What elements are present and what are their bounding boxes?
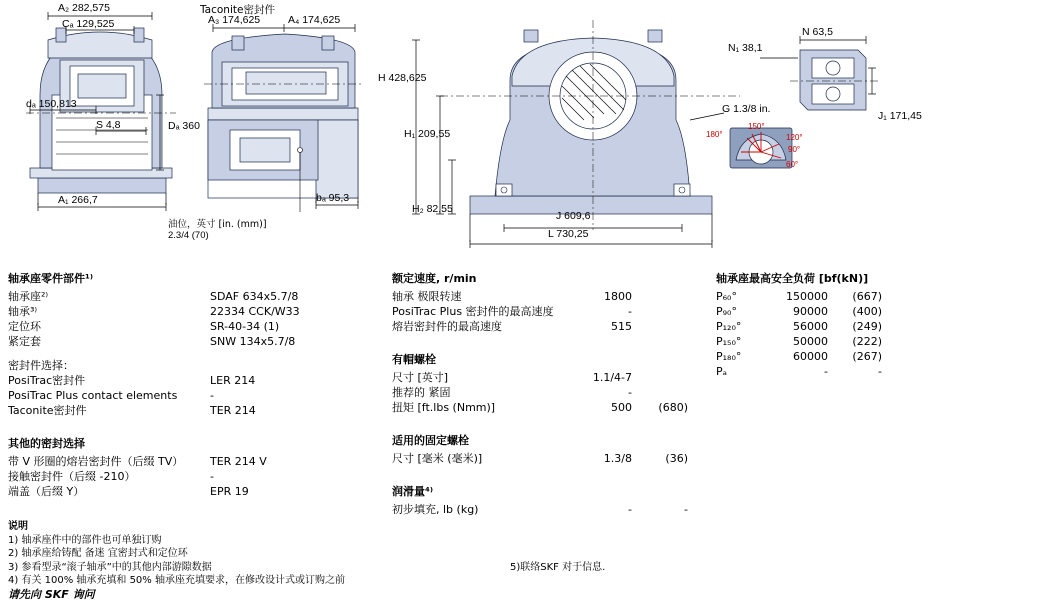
row-value: - [210, 389, 214, 402]
dim-a2: A₂ 282,575 [58, 2, 110, 14]
dim-J: J 609,6 [556, 210, 591, 222]
row-label: 带 V 形圈的熔岩密封件（后缀 TV） [8, 455, 184, 468]
view-bolt-plate-detail [760, 36, 878, 110]
row-label: 尺寸 [毫米 (毫米)] [392, 452, 483, 465]
row-value: SR-40-34 (1) [210, 320, 280, 333]
load-angle-90: 90° [788, 145, 801, 154]
table-row [392, 370, 712, 385]
table-row [392, 319, 712, 334]
row-value: 1800 [604, 290, 632, 303]
drawing-svg [0, 0, 1050, 265]
row-value: - [210, 470, 214, 483]
table-row [392, 304, 712, 319]
load-angle-60: 60° [786, 160, 799, 169]
row-value-alt: - [684, 503, 688, 516]
row-value: 60000 [793, 350, 828, 363]
row-value: - [628, 305, 632, 318]
load-angle-150: 150° [748, 122, 765, 131]
row-value: 50000 [793, 335, 828, 348]
footnotes [8, 520, 708, 588]
row-value-alt: (400) [852, 305, 882, 318]
row-label: 轴承座²⁾ [8, 290, 49, 303]
table-row [392, 400, 712, 415]
row-value: TER 214 V [210, 455, 267, 468]
dim-ba: bₐ 95,3 [316, 192, 350, 204]
holddown-heading: 适用的固定螺栓 [392, 434, 469, 447]
components-heading: 轴承座零件部件¹⁾ [8, 272, 93, 285]
row-value: LER 214 [210, 374, 256, 387]
speed-heading: 额定速度, r/min [392, 272, 477, 285]
loads-heading: 轴承座最高安全负荷 [bf(kN)] [716, 272, 869, 285]
row-value: 22334 CCK/W33 [210, 305, 300, 318]
table-row [8, 388, 383, 403]
row-value: 90000 [793, 305, 828, 318]
row-label: P₆₀° [716, 290, 737, 303]
dim-ca: Cₐ 129,525 [62, 18, 115, 30]
table-row [392, 451, 712, 466]
view-left-section [26, 12, 176, 211]
row-value-alt: (680) [658, 401, 688, 414]
dim-a3: A₃ 174,625 [208, 14, 261, 26]
label-taconite: Taconite密封件 [200, 4, 275, 16]
table-row [716, 349, 1046, 364]
row-label: PosiTrac密封件 [8, 374, 86, 387]
notes-heading: 说明 [8, 521, 28, 532]
dim-s: S 4,8 [96, 119, 121, 131]
dim-N: N 63,5 [802, 26, 833, 38]
row-label: P₁₈₀° [716, 350, 742, 363]
dim-a1: A₁ 266,7 [58, 194, 98, 206]
table-row [8, 454, 383, 469]
row-label: PosiTrac Plus contact elements [8, 389, 178, 402]
seal-options-heading [8, 358, 383, 373]
load-angle-diagram [730, 128, 792, 168]
table-row [716, 304, 1046, 319]
dim-N1: N₁ 38,1 [728, 42, 763, 54]
row-value: - [628, 386, 632, 399]
dim-H1: H₁ 209,55 [404, 128, 451, 140]
row-label: 紧定套 [8, 335, 41, 348]
components-table [8, 270, 383, 499]
view-taconite-section [204, 24, 362, 212]
oil-hole-value: 2.3/4 (70) [168, 230, 209, 241]
table-row [392, 385, 712, 400]
row-value: EPR 19 [210, 485, 249, 498]
row-value: 150000 [786, 290, 828, 303]
table-row [392, 289, 712, 304]
row-label: P₁₂₀° [716, 320, 742, 333]
table-row [716, 364, 1046, 379]
note-line: 2) 轴承座给铸配 备迷 宜密封式和定位环 [8, 548, 188, 559]
row-label: PosiTrac Plus 密封件的最高速度 [392, 305, 554, 318]
row-value-alt: (222) [852, 335, 882, 348]
row-value-alt: (267) [852, 350, 882, 363]
row-value: - [824, 365, 828, 378]
row-value: SDAF 634x5.7/8 [210, 290, 299, 303]
row-label: 端盖（后缀 Y） [8, 485, 85, 498]
row-label: 扭矩 [ft.lbs (Nmm)] [392, 401, 496, 414]
row-label: P₉₀° [716, 305, 737, 318]
ask-skf-note: 请先向 SKF 询问 [8, 588, 95, 601]
row-label: Pₐ [716, 365, 727, 378]
row-label: 定位环 [8, 320, 41, 333]
row-value-alt: (667) [852, 290, 882, 303]
dim-H2: H₂ 82,55 [412, 203, 453, 215]
row-label: 尺寸 [英寸] [392, 371, 449, 384]
loads-table [716, 270, 1046, 379]
dim-a4: A₄ 174,625 [288, 14, 341, 26]
table-row [8, 484, 383, 499]
note-line: 4) 有关 100% 轴承充填和 50% 轴承座充填要求，在修改设计式或订购之前 [8, 575, 345, 586]
dim-da: dₐ 150,813 [26, 98, 77, 110]
row-value: - [628, 503, 632, 516]
note-5: 5)联络SKF 对于信息. [510, 562, 606, 573]
note-line: 3) 参看型录“滚子轴承”中的其他内部游隙数据 [8, 561, 212, 573]
other-seal-heading: 其他的密封选择 [8, 437, 85, 450]
note-line: 1) 轴承座件中的部件也可单独订购 [8, 534, 162, 546]
row-value: 56000 [793, 320, 828, 333]
row-label: 轴承 极限转速 [392, 290, 462, 303]
table-row [8, 319, 383, 334]
lubrication-heading: 润滑量⁴⁾ [392, 485, 433, 498]
table-row [392, 502, 712, 517]
table-row [8, 334, 383, 349]
table-row [716, 319, 1046, 334]
row-label: 熔岩密封件的最高速度 [392, 320, 502, 333]
row-value: TER 214 [210, 404, 256, 417]
table-row [716, 334, 1046, 349]
row-value-alt: (36) [665, 452, 688, 465]
dim-J1: J₁ 171,45 [878, 110, 922, 122]
table-row [8, 373, 383, 388]
load-angle-180: 180° [706, 130, 723, 139]
row-label: 推荐的 紧固 [392, 386, 451, 399]
row-value: 1.1/4-7 [592, 371, 632, 384]
technical-drawing [0, 0, 1050, 265]
capbolt-heading: 有帽螺栓 [392, 353, 436, 366]
dim-G: G 1.3/8 in. [722, 103, 771, 115]
row-label: P₁₅₀° [716, 335, 742, 348]
ratings-table [392, 270, 712, 517]
row-label: 密封件选择： [8, 359, 74, 372]
table-row [8, 469, 383, 484]
row-value: SNW 134x5.7/8 [210, 335, 296, 348]
dim-L: L 730,25 [548, 228, 589, 240]
dim-H: H 428,625 [378, 72, 427, 84]
row-label: 接触密封件（后缀 -210） [8, 470, 136, 483]
row-label: 轴承³⁾ [8, 305, 38, 318]
row-value-alt: (249) [852, 320, 882, 333]
table-row [8, 403, 383, 418]
table-row [716, 289, 1046, 304]
dim-Da: Dₐ 360 [168, 120, 200, 132]
row-value: 1.3/8 [603, 452, 632, 465]
row-value: 500 [611, 401, 632, 414]
row-label: Taconite密封件 [8, 404, 87, 417]
load-angle-120: 120° [786, 133, 803, 142]
oil-hole-caption: 油位，英寸 [in. (mm)] [168, 219, 267, 230]
row-value-alt: - [878, 365, 882, 378]
table-row [8, 304, 383, 319]
row-label: 初步填充, lb (kg) [392, 503, 479, 516]
table-row [8, 289, 383, 304]
row-value: 515 [611, 320, 632, 333]
